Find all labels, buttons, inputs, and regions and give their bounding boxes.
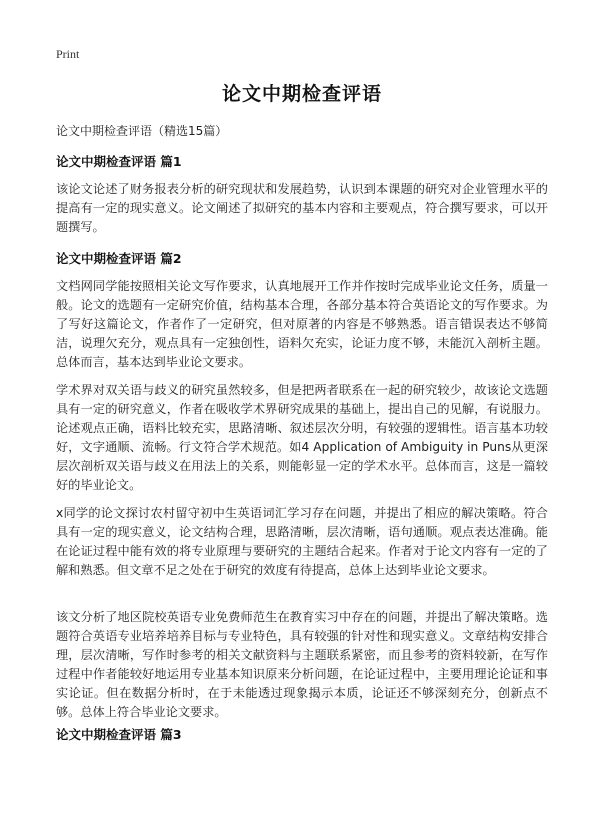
section-heading-3: 论文中期检查评语 篇3 — [56, 727, 182, 742]
section-2-paragraph-1: 文档网同学能按照相关论文写作要求，认真地展开工作并作按时完成毕业论文任务，质量一般。论文的选题有一定研究价值，结构基本合理，各部分基本符合英语论文的写作要求。为了写好这篇论文，作者作了一定研究，但对原著的内容是不够熟悉。语言错误表达不够简洁，说理欠充分，观点具有一定独创性，语料欠充实，论证力度不够，未能沉入剖析主题。总体而言，基本达到毕业论文要求。 — [56, 279, 548, 369]
section-heading-1: 论文中期检查评语 篇1 — [56, 154, 182, 169]
section-heading-2: 论文中期检查评语 篇2 — [56, 251, 182, 266]
section-1-paragraph-1: 该论文论述了财务报表分析的研究现状和发展趋势，认识到本课题的研究对企业管理水平的提高有一定的现实意义。论文阐述了拟研究的基本内容和主要观点，符合撰写要求，可以开题撰写。 — [56, 182, 548, 234]
section-2-paragraph-2: 学术界对双关语与歧义的研究虽然较多，但是把两者联系在一起的研究较少，故该论文选题具有一定的研究意义，作者在吸收学术界研究成果的基础上，提出自己的见解，有说服力。论述观点正确，语料比较充实，思路清晰、叙述层次分明，有较强的逻辑性。语言基本功较好，文字通顺、流畅。行文符合学术规范。如4 Application of Ambiguity in Puns从更深层次剖析双关语与歧义在用法上的关系，则能彰显一定的学术水平。总体而言，这是一篇较好的毕业论文。 — [56, 383, 548, 492]
document-title: 论文中期检查评语 — [221, 83, 382, 105]
print-label[interactable]: Print — [56, 47, 80, 61]
document-subtitle: 论文中期检查评语（精选15篇） — [56, 124, 228, 138]
section-2-paragraph-4: 该文分析了地区院校英语专业免费师范生在教育实习中存在的问题，并提出了解决策略。选题符合英语专业培养培养目标与专业特色，具有较强的针对性和现实意义。文章结构安排合理，层次清晰，写作时参考的相关文献资料与主题联系紧密，而且参考的资料较新，在写作过程中作者能较好地运用专业基本知识原来分析问题，在论证过程中，主要用理论论证和事实论证。但在数据分析时，在于未能透过现象揭示本质，论证还不够深刻充分，创新点不够。总体上符合毕业论文要求。 — [56, 610, 548, 719]
section-2-paragraph-3: x同学的论文探讨农村留守初中生英语词汇学习存在问题，并提出了相应的解决策略。符合具有一定的现实意义，论文结构合理，思路清晰，层次清晰，语句通顺。观点表达准确。能在论证过程中能有效的将专业原理与要研究的主题结合起来。作者对于论文内容有一定的了解和熟悉。但文章不足之处在于研究的效度有待提高，总体上达到毕业论文要求。 — [56, 506, 548, 577]
